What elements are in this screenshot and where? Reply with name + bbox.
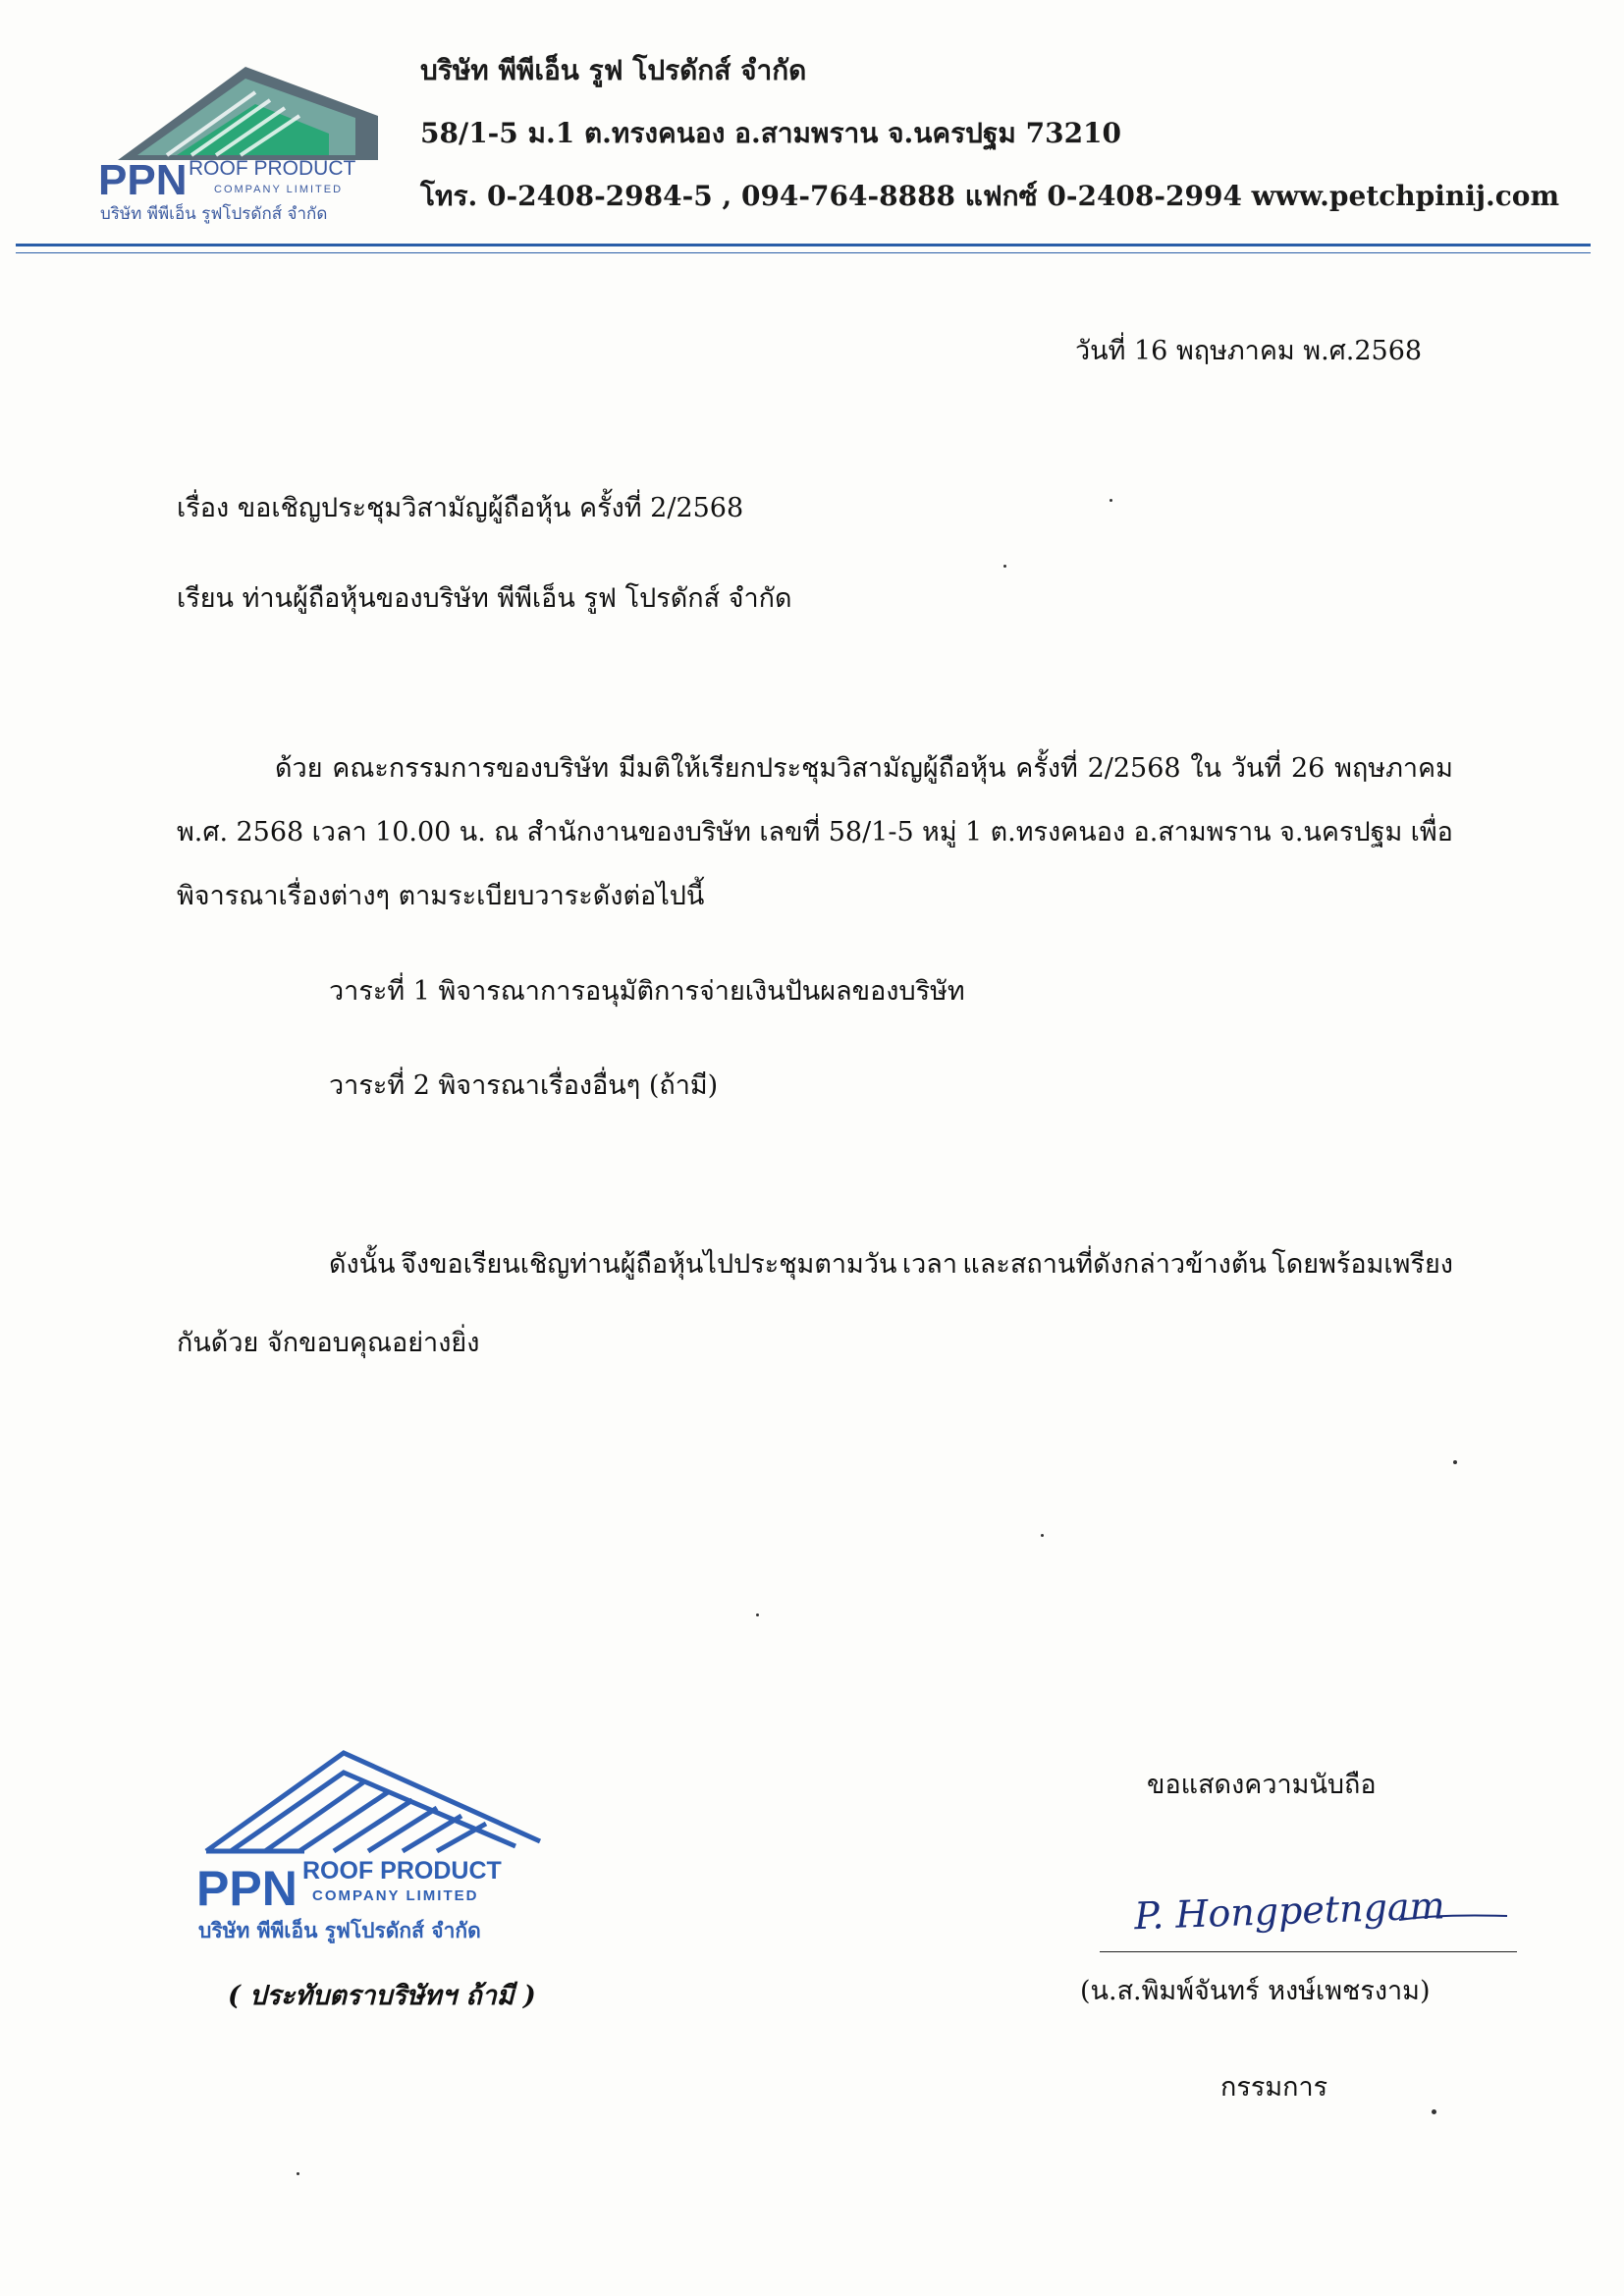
word: คณะกรรมการของบริษัท <box>332 753 610 784</box>
closing-phrase: ขอแสดงความนับถือ <box>1147 1770 1377 1800</box>
word: ดังนั้น <box>329 1249 396 1280</box>
scan-speck <box>1110 499 1112 502</box>
scan-speck <box>297 2172 299 2175</box>
scan-speck <box>1453 1460 1457 1464</box>
word: วันที่ <box>1230 753 1282 784</box>
agenda-item-1: วาระที่ 1 พิจารณาการอนุมัติการจ่ายเงินปันผลของบริษัท <box>329 976 965 1007</box>
word: หมู่ <box>922 817 957 847</box>
signature-text: P. Hongpetngam <box>1133 1884 1446 1939</box>
word: พฤษภาคม <box>1334 753 1453 784</box>
letter-subject: เรื่อง ขอเชิญประชุมวิสามัญผู้ถือหุ้น ครั้งที่ 2/2568 <box>177 493 744 523</box>
word: ใน <box>1190 753 1222 784</box>
paragraph-intro-line-3: พิจารณาเรื่องต่างๆ ตามระเบียบวาระดังต่อไปนี้ <box>177 881 705 911</box>
company-address: 58/1-5 ม.1 ต.ทรงคนอง อ.สามพราน จ.นครปฐม 73210 <box>420 117 1122 149</box>
word: เวลา <box>311 817 367 847</box>
word: เวลา <box>901 1249 957 1280</box>
header-rule-thick <box>16 244 1591 246</box>
word: 10.00 <box>375 817 452 847</box>
stamp-caption: ( ประทับตราบริษัทฯ ถ้ามี ) <box>228 1981 536 2011</box>
word: 2568 <box>236 817 304 847</box>
paragraph-intro-line-2 <box>177 815 1453 850</box>
logo-brand-text: PPN <box>98 156 188 204</box>
word: เพื่อ <box>1410 817 1453 847</box>
word: จ.นครปฐม <box>1279 817 1403 847</box>
word: ณ <box>494 817 519 847</box>
header-rule-thin <box>16 252 1591 253</box>
word: พ.ศ. <box>177 817 229 847</box>
word: เลขที่ <box>759 817 821 847</box>
word: น. <box>459 817 486 847</box>
word: ด้วย <box>275 753 323 784</box>
word: ต.ทรงคนอง <box>990 817 1126 847</box>
company-stamp <box>187 1743 560 1964</box>
logo-company-text: COMPANY LIMITED <box>214 184 344 195</box>
stamp-brand-text: PPN <box>196 1861 298 1916</box>
word: มีมติให้เรียกประชุมวิสามัญผู้ถือหุ้น <box>618 753 1006 784</box>
word: อ.สามพราน <box>1133 817 1272 847</box>
company-name: บริษัท พีพีเอ็น รูฟ โปรดักส์ จำกัด <box>420 54 807 86</box>
company-logo <box>98 57 393 224</box>
paragraph-intro-line-1 <box>275 751 1453 787</box>
stamp-company-text: COMPANY LIMITED <box>312 1887 479 1904</box>
signature-line <box>1100 1951 1517 1952</box>
logo-thai-name: บริษัท พีพีเอ็น รูฟโปรดักส์ จำกัด <box>100 204 328 224</box>
word: 2/2568 <box>1087 753 1181 784</box>
word: 58/1-5 <box>828 817 914 847</box>
signer-position: กรรมการ <box>1220 2072 1328 2103</box>
scan-speck <box>1041 1534 1044 1537</box>
word: 26 <box>1291 753 1326 784</box>
logo-product-text: ROOF PRODUCT <box>189 157 356 180</box>
letter-salutation: เรียน ท่านผู้ถือหุ้นของบริษัท พีพีเอ็น รูฟ โปรดักส์ จำกัด <box>177 583 792 614</box>
signer-name: (น.ส.พิมพ์จันทร์ หงษ์เพชรงาม) <box>1080 1976 1431 2006</box>
letter-date: วันที่ 16 พฤษภาคม พ.ศ.2568 <box>1075 336 1423 366</box>
word: 1 <box>965 817 983 847</box>
stamp-thai-name: บริษัท พีพีเอ็น รูฟโปรดักส์ จำกัด <box>198 1919 481 1942</box>
scan-speck <box>1003 565 1006 568</box>
scan-speck <box>756 1613 759 1616</box>
word: จึงขอเรียนเชิญท่านผู้ถือหุ้นไปประชุมตามวัน <box>401 1249 897 1280</box>
paragraph-closing-line-1 <box>329 1247 1453 1283</box>
agenda-item-2: วาระที่ 2 พิจารณาเรื่องอื่นๆ (ถ้ามี) <box>329 1070 719 1101</box>
paragraph-closing-line-2: กันด้วย จักขอบคุณอย่างยิ่ง <box>177 1328 480 1358</box>
scan-speck <box>1432 2109 1436 2114</box>
stamp-product-text: ROOF PRODUCT <box>302 1857 502 1885</box>
word: สำนักงานของบริษัท <box>526 817 751 847</box>
word: และสถานที่ดังกล่าวข้างต้น <box>962 1249 1267 1280</box>
word: ครั้งที่ <box>1015 753 1078 784</box>
company-contact: โทร. 0-2408-2984-5 , 094-764-8888 แฟกซ์ 0-2408-2994 www.petchpinij.com <box>420 180 1560 212</box>
signature <box>1114 1866 1527 1944</box>
word: โดยพร้อมเพรียง <box>1272 1249 1453 1280</box>
